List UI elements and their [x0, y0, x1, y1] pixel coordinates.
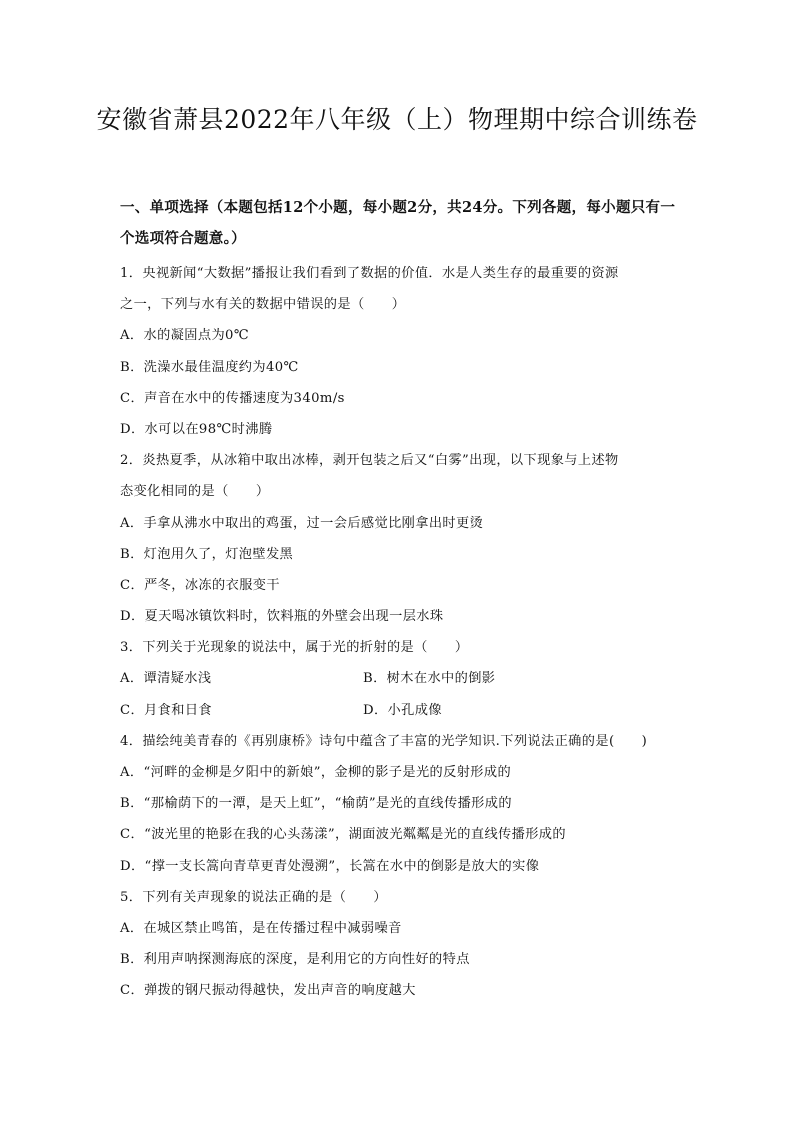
- options-row: [120, 695, 690, 726]
- page-title: 安徽省萧县2022年八年级（上）物理期中综合训练卷: [96, 105, 698, 134]
- option-a: A．谭清疑水浅: [120, 671, 212, 687]
- question-stem: 4．描绘纯美青春的《再别康桥》诗句中蕴含了丰富的光学知识.下列说法正确的是( ): [120, 733, 648, 749]
- question-stem-continued: 之一，下列与水有关的数据中错误的是（ ）: [120, 297, 406, 313]
- option-b: B．树木在水中的倒影: [363, 671, 496, 687]
- question-stem-continued: 态变化相同的是（ ）: [120, 484, 270, 500]
- option-a: A．在城区禁止鸣笛，是在传播过程中减弱噪音: [120, 920, 402, 936]
- option-d: D．“撑一支长篙向青草更青处漫溯”，长篙在水中的倒影是放大的实像: [120, 858, 540, 874]
- question-5: [120, 882, 690, 1007]
- question-2: [120, 445, 690, 632]
- question-list: [120, 258, 690, 1007]
- question-stem: 3．下列关于光现象的说法中，属于光的折射的是（ ）: [120, 640, 469, 656]
- question-3: [120, 632, 690, 726]
- option-a: A．“河畔的金柳是夕阳中的新娘”，金柳的影子是光的反射形成的: [120, 765, 512, 780]
- option-d: D．水可以在98℃时沸腾: [120, 421, 273, 437]
- options-row: [120, 663, 690, 694]
- section-heading: 一、单项选择（本题包括12个小题，每小题2分，共24分。下列各题，每小题只有一个选项符合题意。）: [120, 199, 676, 247]
- question-4: [120, 726, 690, 882]
- option-c: C．月食和日食: [120, 702, 213, 718]
- option-c: C．严冬，冰冻的衣服变干: [120, 577, 280, 593]
- option-b: B．洗澡水最佳温度约为40℃: [120, 359, 299, 375]
- question-stem: 2．炎热夏季，从冰箱中取出冰棒，剥开包装之后又“白雾”出现，以下现象与上述物: [120, 453, 619, 469]
- option-d: D．夏天喝冰镇饮料时，饮料瓶的外壁会出现一层水珠: [120, 609, 444, 625]
- option-b: B．“那榆荫下的一潭，是天上虹”，“榆荫”是光的直线传播形成的: [120, 796, 512, 812]
- option-c: C．“波光里的艳影在我的心头荡漾”，湖面波光粼粼是光的直线传播形成的: [120, 827, 566, 843]
- option-a: A．手拿从沸水中取出的鸡蛋，过一会后感觉比刚拿出时更烫: [120, 515, 484, 531]
- option-b: B．利用声呐探测海底的深度，是利用它的方向性好的特点: [120, 952, 470, 968]
- question-stem: 5．下列有关声现象的说法正确的是（ ）: [120, 889, 387, 905]
- question-stem: 1．央视新闻“大数据”播报让我们看到了数据的价值．水是人类生存的最重要的资源: [120, 266, 619, 281]
- option-b: B．灯泡用久了，灯泡壁发黑: [120, 546, 294, 562]
- option-a: A．水的凝固点为0℃: [120, 328, 249, 344]
- question-1: [120, 258, 690, 445]
- option-d: D．小孔成像: [363, 702, 442, 718]
- option-c: C．弹拨的钢尺振动得越快，发出声音的响度越大: [120, 983, 416, 999]
- option-c: C．声音在水中的传播速度为340m/s: [120, 390, 345, 406]
